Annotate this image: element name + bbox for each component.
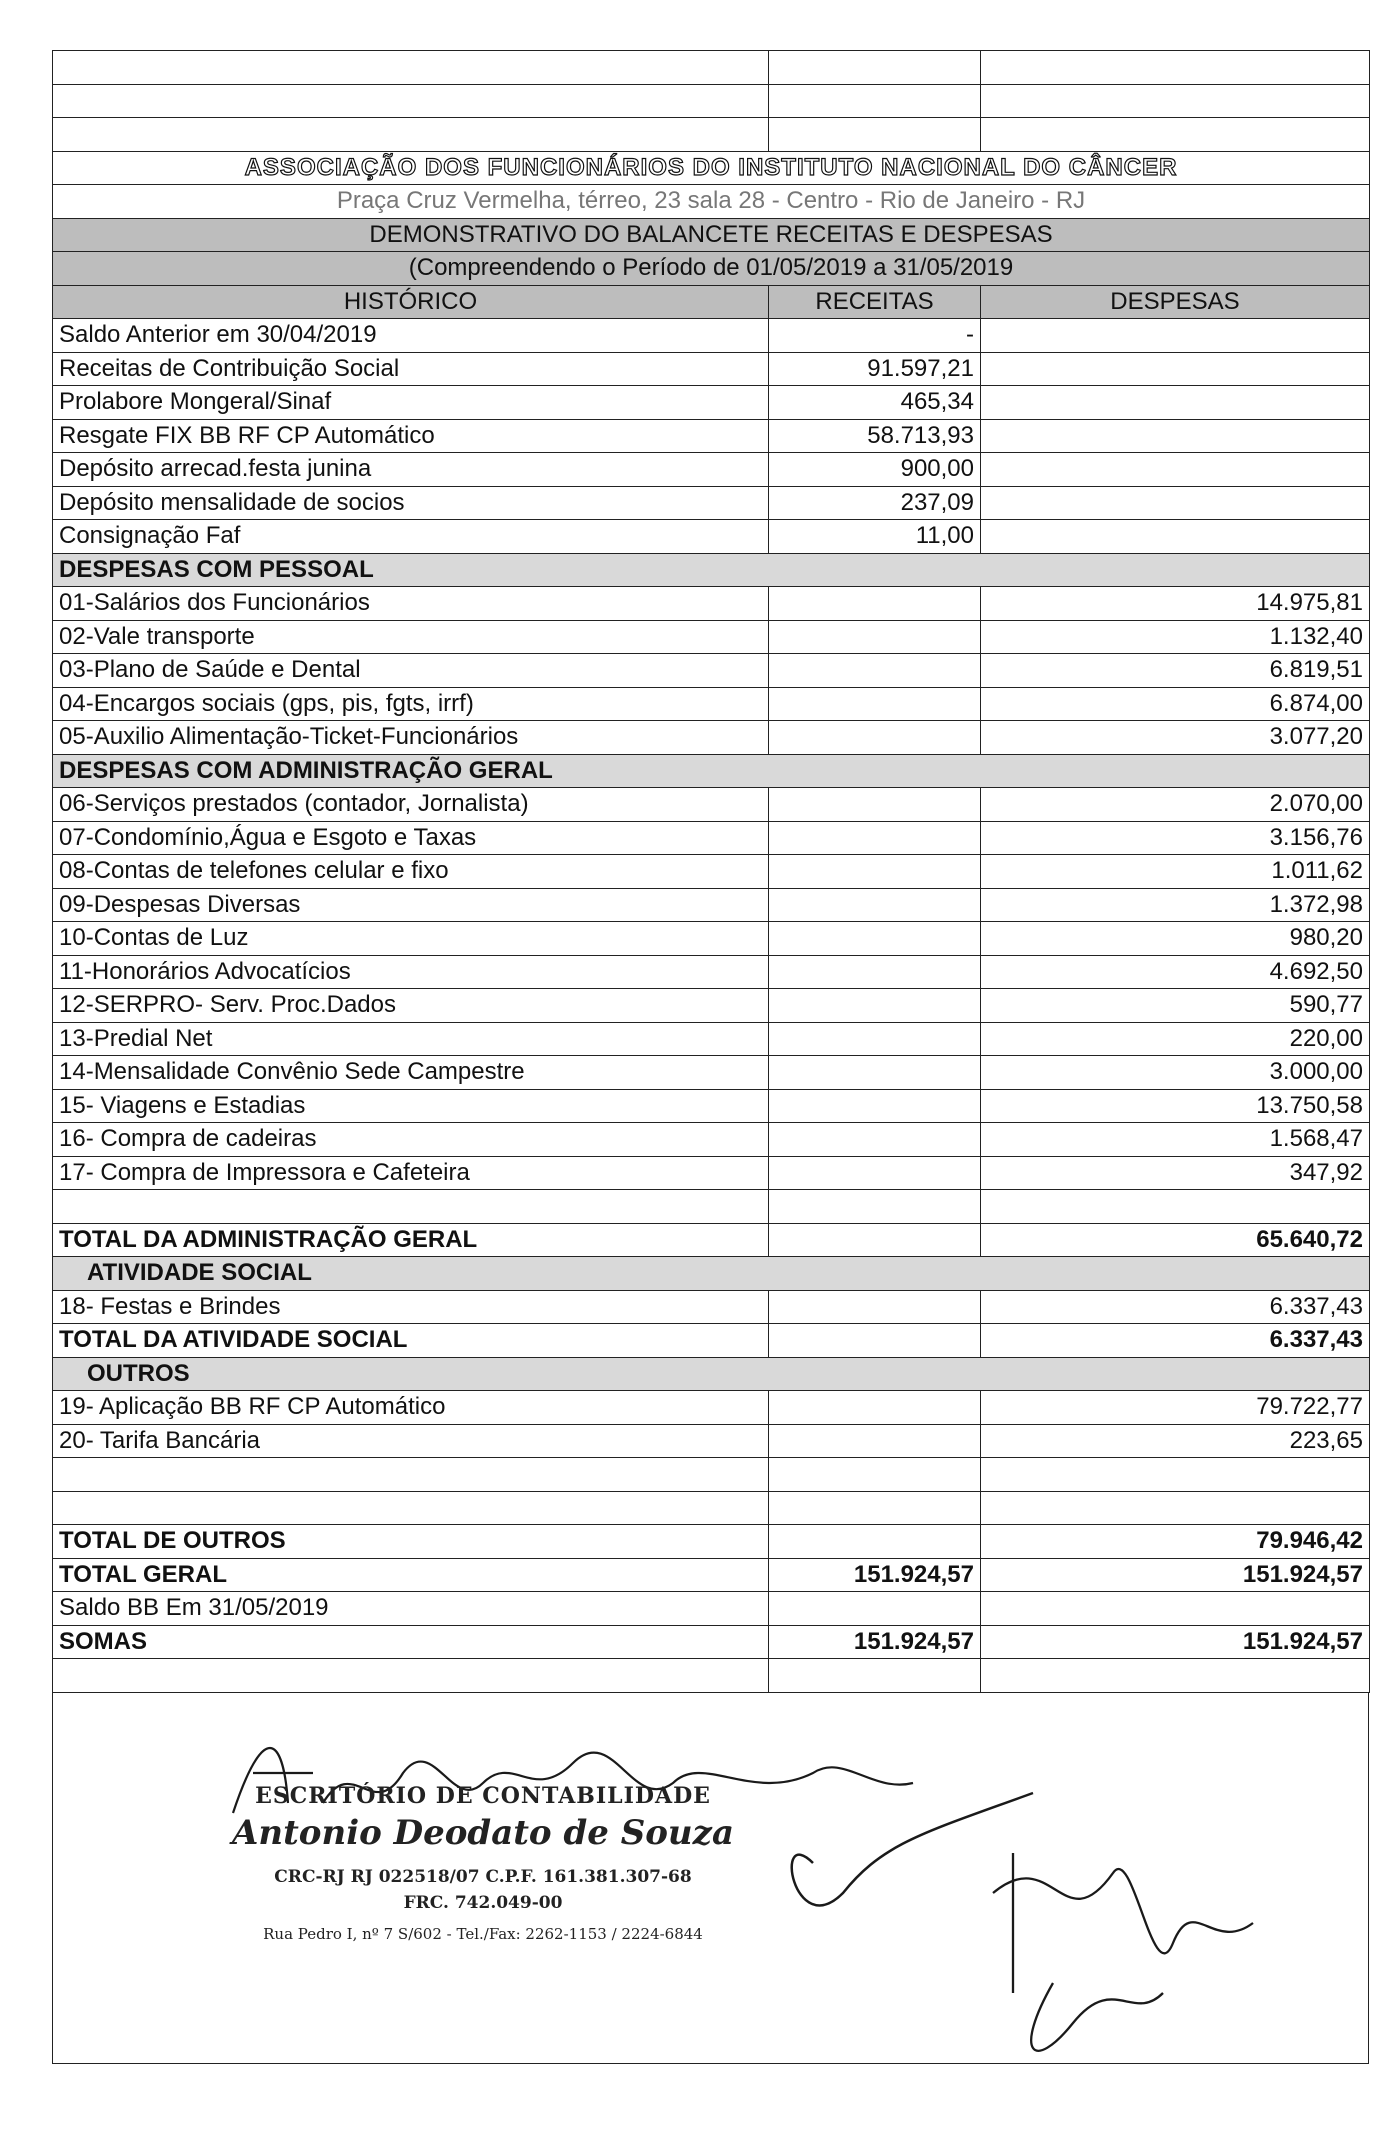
row-label: Saldo Anterior em 30/04/2019 bbox=[53, 319, 769, 353]
table-row bbox=[53, 687, 1370, 721]
accounting-stamp bbox=[203, 1783, 763, 1943]
row-label: 16- Compra de cadeiras bbox=[53, 1123, 769, 1157]
row-despesa: 3.156,76 bbox=[981, 821, 1370, 855]
row-despesa: 1.132,40 bbox=[981, 620, 1370, 654]
title-row bbox=[53, 218, 1370, 252]
table-row bbox=[53, 520, 1370, 554]
address-row bbox=[53, 185, 1370, 219]
table-row bbox=[53, 319, 1370, 353]
table-row bbox=[53, 1592, 1370, 1626]
total-geral-label: TOTAL GERAL bbox=[53, 1558, 769, 1592]
row-label: 14-Mensalidade Convênio Sede Campestre bbox=[53, 1056, 769, 1090]
row-label: 03-Plano de Saúde e Dental bbox=[53, 654, 769, 688]
row-despesa: 1.011,62 bbox=[981, 855, 1370, 889]
table-row bbox=[53, 1056, 1370, 1090]
column-header-row bbox=[53, 285, 1370, 319]
row-receita: 900,00 bbox=[769, 453, 981, 487]
table-row bbox=[53, 855, 1370, 889]
row-label: 18- Festas e Brindes bbox=[53, 1290, 769, 1324]
row-label: 07-Condomínio,Água e Esgoto e Taxas bbox=[53, 821, 769, 855]
somas-label: SOMAS bbox=[53, 1625, 769, 1659]
column-historico: HISTÓRICO bbox=[53, 285, 769, 319]
table-row bbox=[53, 620, 1370, 654]
organization-row bbox=[53, 151, 1370, 185]
table-row bbox=[53, 1022, 1370, 1056]
section-heading-row bbox=[53, 1257, 1370, 1291]
row-despesa: 1.372,98 bbox=[981, 888, 1370, 922]
row-despesa: 6.337,43 bbox=[981, 1290, 1370, 1324]
row-label: 01-Salários dos Funcionários bbox=[53, 587, 769, 621]
row-label: 09-Despesas Diversas bbox=[53, 888, 769, 922]
total-social-label: TOTAL DA ATIVIDADE SOCIAL bbox=[53, 1324, 769, 1358]
table-row bbox=[53, 955, 1370, 989]
row-despesa: 13.750,58 bbox=[981, 1089, 1370, 1123]
row-despesa: 220,00 bbox=[981, 1022, 1370, 1056]
row-label: Resgate FIX BB RF CP Automático bbox=[53, 419, 769, 453]
row-despesa: 3.000,00 bbox=[981, 1056, 1370, 1090]
blank-row bbox=[53, 118, 1370, 152]
table-row bbox=[53, 352, 1370, 386]
stamp-line-1: ESCRITÓRIO DE CONTABILIDADE bbox=[255, 1782, 711, 1809]
table-row bbox=[53, 821, 1370, 855]
row-label: Depósito mensalidade de socios bbox=[53, 486, 769, 520]
row-despesa: 3.077,20 bbox=[981, 721, 1370, 755]
row-label: 06-Serviços prestados (contador, Jornalista) bbox=[53, 788, 769, 822]
total-row bbox=[53, 1558, 1370, 1592]
total-social-value: 6.337,43 bbox=[981, 1324, 1370, 1358]
signature-area bbox=[52, 1693, 1369, 2064]
table-row bbox=[53, 1123, 1370, 1157]
row-receita: 11,00 bbox=[769, 520, 981, 554]
somas-despesas: 151.924,57 bbox=[981, 1625, 1370, 1659]
row-label: 20- Tarifa Bancária bbox=[53, 1424, 769, 1458]
row-label: Receitas de Contribuição Social bbox=[53, 352, 769, 386]
row-label: 05-Auxilio Alimentação-Ticket-Funcionários bbox=[53, 721, 769, 755]
table-row bbox=[53, 788, 1370, 822]
section-heading-row bbox=[53, 1357, 1370, 1391]
total-administracao-label: TOTAL DA ADMINISTRAÇÃO GERAL bbox=[53, 1223, 769, 1257]
total-row bbox=[53, 1525, 1370, 1559]
row-label: Consignação Faf bbox=[53, 520, 769, 554]
blank-row bbox=[53, 84, 1370, 118]
table-row bbox=[53, 654, 1370, 688]
section-heading-row bbox=[53, 553, 1370, 587]
blank-row bbox=[53, 1659, 1370, 1693]
table-row bbox=[53, 419, 1370, 453]
row-label: Depósito arrecad.festa junina bbox=[53, 453, 769, 487]
row-label: 08-Contas de telefones celular e fixo bbox=[53, 855, 769, 889]
row-despesa: 6.874,00 bbox=[981, 687, 1370, 721]
row-receita: 237,09 bbox=[769, 486, 981, 520]
total-row bbox=[53, 1223, 1370, 1257]
ledger-table bbox=[52, 50, 1370, 1693]
report-title: DEMONSTRATIVO DO BALANCETE RECEITAS E DESPESAS bbox=[53, 218, 1370, 252]
row-label: 15- Viagens e Estadias bbox=[53, 1089, 769, 1123]
row-label: 13-Predial Net bbox=[53, 1022, 769, 1056]
row-receita: 58.713,93 bbox=[769, 419, 981, 453]
stamp-line-4: FRC. 742.049-00 bbox=[403, 1892, 563, 1913]
total-geral-despesas: 151.924,57 bbox=[981, 1558, 1370, 1592]
section-heading-outros: OUTROS bbox=[53, 1357, 1370, 1391]
table-row bbox=[53, 1089, 1370, 1123]
somas-receitas: 151.924,57 bbox=[769, 1625, 981, 1659]
report-period: (Compreendendo o Período de 01/05/2019 a 31/05/2019 bbox=[53, 252, 1370, 286]
column-receitas: RECEITAS bbox=[769, 285, 981, 319]
row-despesa: 980,20 bbox=[981, 922, 1370, 956]
table-row bbox=[53, 721, 1370, 755]
period-row bbox=[53, 252, 1370, 286]
row-label: 17- Compra de Impressora e Cafeteira bbox=[53, 1156, 769, 1190]
row-despesa: 4.692,50 bbox=[981, 955, 1370, 989]
table-row bbox=[53, 922, 1370, 956]
total-geral-receitas: 151.924,57 bbox=[769, 1558, 981, 1592]
table-row bbox=[53, 888, 1370, 922]
table-row bbox=[53, 386, 1370, 420]
stamp-line-2: Antonio Deodato de Souza bbox=[232, 1812, 734, 1853]
row-receita: 91.597,21 bbox=[769, 352, 981, 386]
stamp-line-3: CRC-RJ RJ 022518/07 C.P.F. 161.381.307-68 bbox=[274, 1866, 692, 1887]
row-receita: - bbox=[769, 319, 981, 353]
row-label: 02-Vale transporte bbox=[53, 620, 769, 654]
total-row bbox=[53, 1324, 1370, 1358]
row-label: 11-Honorários Advocatícios bbox=[53, 955, 769, 989]
column-despesas: DESPESAS bbox=[981, 285, 1370, 319]
row-despesa: 590,77 bbox=[981, 989, 1370, 1023]
row-despesa: 79.722,77 bbox=[981, 1391, 1370, 1425]
total-administracao-value: 65.640,72 bbox=[981, 1223, 1370, 1257]
blank-row bbox=[53, 1190, 1370, 1224]
table-row bbox=[53, 1424, 1370, 1458]
row-despesa: 2.070,00 bbox=[981, 788, 1370, 822]
organization-name: ASSOCIAÇÃO DOS FUNCIONÁRIOS DO INSTITUTO NACIONAL DO CÂNCER bbox=[53, 151, 1370, 185]
row-label: 10-Contas de Luz bbox=[53, 922, 769, 956]
section-heading-pessoal: DESPESAS COM PESSOAL bbox=[53, 553, 1370, 587]
table-row bbox=[53, 989, 1370, 1023]
blank-row bbox=[53, 1491, 1370, 1525]
table-row bbox=[53, 1156, 1370, 1190]
row-label: Prolabore Mongeral/Sinaf bbox=[53, 386, 769, 420]
row-label: 12-SERPRO- Serv. Proc.Dados bbox=[53, 989, 769, 1023]
balance-sheet bbox=[52, 50, 1369, 2130]
row-despesa: 347,92 bbox=[981, 1156, 1370, 1190]
row-despesa: 14.975,81 bbox=[981, 587, 1370, 621]
row-label: 04-Encargos sociais (gps, pis, fgts, irrf) bbox=[53, 687, 769, 721]
blank-row bbox=[53, 1458, 1370, 1492]
row-despesa: 6.819,51 bbox=[981, 654, 1370, 688]
row-receita: 465,34 bbox=[769, 386, 981, 420]
total-outros-value: 79.946,42 bbox=[981, 1525, 1370, 1559]
table-row bbox=[53, 1391, 1370, 1425]
total-row bbox=[53, 1625, 1370, 1659]
table-row bbox=[53, 587, 1370, 621]
organization-address: Praça Cruz Vermelha, térreo, 23 sala 28 - Centro - Rio de Janeiro - RJ bbox=[53, 185, 1370, 219]
total-outros-label: TOTAL DE OUTROS bbox=[53, 1525, 769, 1559]
table-row bbox=[53, 453, 1370, 487]
section-heading-social: ATIVIDADE SOCIAL bbox=[53, 1257, 1370, 1291]
saldo-label: Saldo BB Em 31/05/2019 bbox=[53, 1592, 769, 1626]
table-row bbox=[53, 1290, 1370, 1324]
section-heading-administracao: DESPESAS COM ADMINISTRAÇÃO GERAL bbox=[53, 754, 1370, 788]
section-heading-row bbox=[53, 754, 1370, 788]
row-despesa: 223,65 bbox=[981, 1424, 1370, 1458]
blank-row bbox=[53, 51, 1370, 85]
row-label: 19- Aplicação BB RF CP Automático bbox=[53, 1391, 769, 1425]
row-despesa: 1.568,47 bbox=[981, 1123, 1370, 1157]
stamp-line-5: Rua Pedro I, nº 7 S/602 - Tel./Fax: 2262-1153 / 2224-6844 bbox=[263, 1924, 703, 1943]
table-row bbox=[53, 486, 1370, 520]
